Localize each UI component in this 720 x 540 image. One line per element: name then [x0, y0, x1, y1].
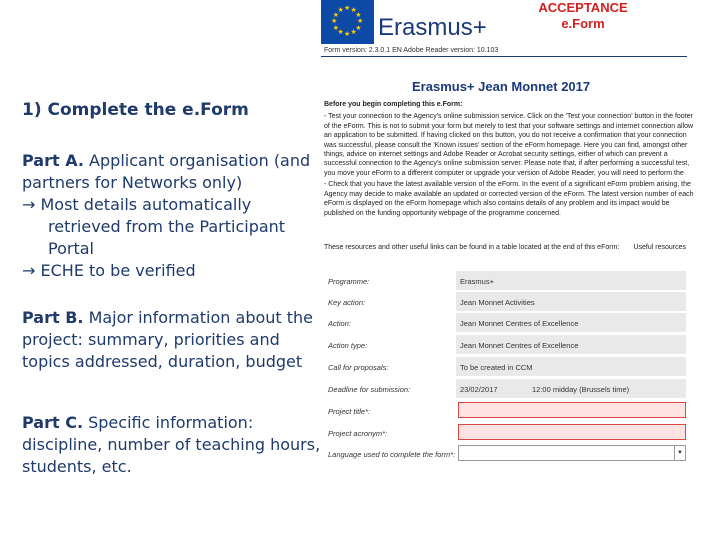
deadline-time: 12:00 midday (Brussels time): [532, 385, 630, 394]
eu-flag-logo: [321, 0, 374, 44]
instructions-paragraph-1: - Test your connection to the Agency's online submission service. Click on the 'Test your connection' button in the footer of the eForm. This is not to submit your form but merely to test that your software settings and internet connection allow an application to be submitted. If having clicked on this button, you do not receive a confirmation that your connection was successful, please consult the 'Known issues' section of the eForm homepage. Here you can find, amongst other things, advice on internet settings and Adobe Reader or Acrobat security settings, either of which can prevent a successful connection to the Agency's online submission server. Please note that, if after performing a successful test, you move your eForm to a different computer or upgrade your version of Adobe Reader, you will need to perform the: [324, 113, 694, 177]
acceptance-line-2: e.Form: [561, 16, 605, 31]
form-title: Erasmus+ Jean Monnet 2017: [412, 79, 591, 94]
form-row-programme: [322, 271, 688, 291]
form-row-call: [322, 357, 688, 377]
form-row-value: Erasmus+: [456, 271, 686, 291]
form-row-action: [322, 313, 688, 333]
part-a-bullet-2-text: ECHE to be verified: [40, 261, 196, 280]
slide-heading: 1) Complete the e.Form: [22, 100, 249, 120]
deadline-date: 23/02/2017: [460, 385, 498, 394]
eu-star-icon: ★: [332, 23, 340, 32]
instructions-paragraph-2: - Check that you have the latest available version of the eForm. In the event of a significant eForm problem arising, the Agency may decide to make available an updated or corrected version of the eForm. The latest version number of each eForm is displayed on the eForm homepage which also contains details of any problem and its impact would be published on the funding opportunity webpage of the programme concerned.: [324, 181, 694, 217]
eu-star-icon: ★: [331, 17, 338, 25]
form-row-label: Programme:: [328, 277, 370, 286]
form-row-project-title: [322, 401, 688, 421]
eu-star-icon: ★: [350, 5, 357, 14]
instructions-paragraph-3: These resources and other useful links can be found in a table located at the end of this eForm:: [324, 244, 620, 251]
form-row-deadline: [322, 379, 688, 399]
form-row-label: Project acronym*:: [328, 429, 388, 438]
eu-star-icon: ★: [344, 4, 351, 12]
part-c-block: [22, 412, 322, 478]
form-row-label: Action:: [328, 319, 351, 328]
form-row-label: Project title*:: [328, 407, 371, 416]
instructions-heading: Before you begin completing this e.Form:: [324, 101, 463, 108]
arrow-icon: →: [22, 261, 41, 280]
form-row-value: Jean Monnet Centres of Excellence: [456, 313, 686, 333]
project-acronym-input[interactable]: [458, 424, 686, 440]
eu-star-icon: ★: [355, 23, 362, 32]
part-a-text: Applicant organisation (and partners for Networks only): [22, 151, 311, 192]
part-c-label: Part C.: [22, 413, 84, 432]
part-a-bullet-2: [22, 260, 322, 282]
arrow-icon: →: [22, 195, 41, 214]
form-row-key-action: [322, 292, 688, 312]
eu-star-icon: ★: [355, 10, 362, 19]
header-divider: [321, 56, 687, 57]
eu-star-icon: ★: [332, 10, 340, 19]
form-row-label: Language used to complete the form*:: [328, 450, 456, 459]
form-row-language: [322, 444, 688, 464]
form-row-label: Call for proposals:: [328, 363, 389, 372]
form-row-label: Key action:: [328, 298, 366, 307]
project-title-input[interactable]: [458, 402, 686, 418]
part-a-bullet-1: [22, 194, 322, 260]
eu-star-icon: ★: [344, 30, 351, 38]
form-row-label: Deadline for submission:: [328, 385, 411, 394]
form-row-action-type: [322, 335, 688, 355]
instructions-footer: [324, 243, 696, 252]
form-row-value: [456, 379, 686, 399]
part-a-block: [22, 150, 322, 282]
language-select[interactable]: [458, 445, 686, 461]
instructions-panel: [324, 100, 696, 251]
form-row-project-acronym: [322, 423, 688, 443]
part-c-text: Specific information: discipline, number of teaching hours, students, etc.: [22, 413, 321, 476]
eu-star-icon: ★: [337, 5, 344, 14]
part-b-label: Part B.: [22, 308, 84, 327]
useful-resources-link[interactable]: Useful resources: [633, 244, 686, 251]
form-row-label: Action type:: [328, 341, 368, 350]
eu-star-icon: ★: [357, 17, 364, 25]
form-row-value: Jean Monnet Centres of Excellence: [456, 335, 686, 355]
eu-star-icon: ★: [350, 28, 357, 37]
acceptance-line-1: ACCEPTANCE: [538, 0, 628, 15]
acceptance-banner: [528, 0, 638, 32]
part-a-bullet-1-text: Most details automatically retrieved from the Participant Portal: [40, 195, 286, 258]
form-row-value: Jean Monnet Activities: [456, 292, 686, 312]
part-a-label: Part A.: [22, 151, 84, 170]
form-version-text: Form version: 2.3.0.1 EN Adobe Reader version: 10.103: [324, 47, 499, 54]
part-b-text: Major information about the project: summary, priorities and topics addressed, duration, budget: [22, 308, 314, 371]
form-row-value: To be created in CCM: [456, 357, 686, 377]
erasmus-plus-logo-text: Erasmus+: [378, 14, 487, 41]
part-b-block: [22, 307, 322, 373]
eu-star-icon: ★: [337, 28, 344, 37]
chevron-down-icon[interactable]: ▼: [674, 446, 685, 460]
